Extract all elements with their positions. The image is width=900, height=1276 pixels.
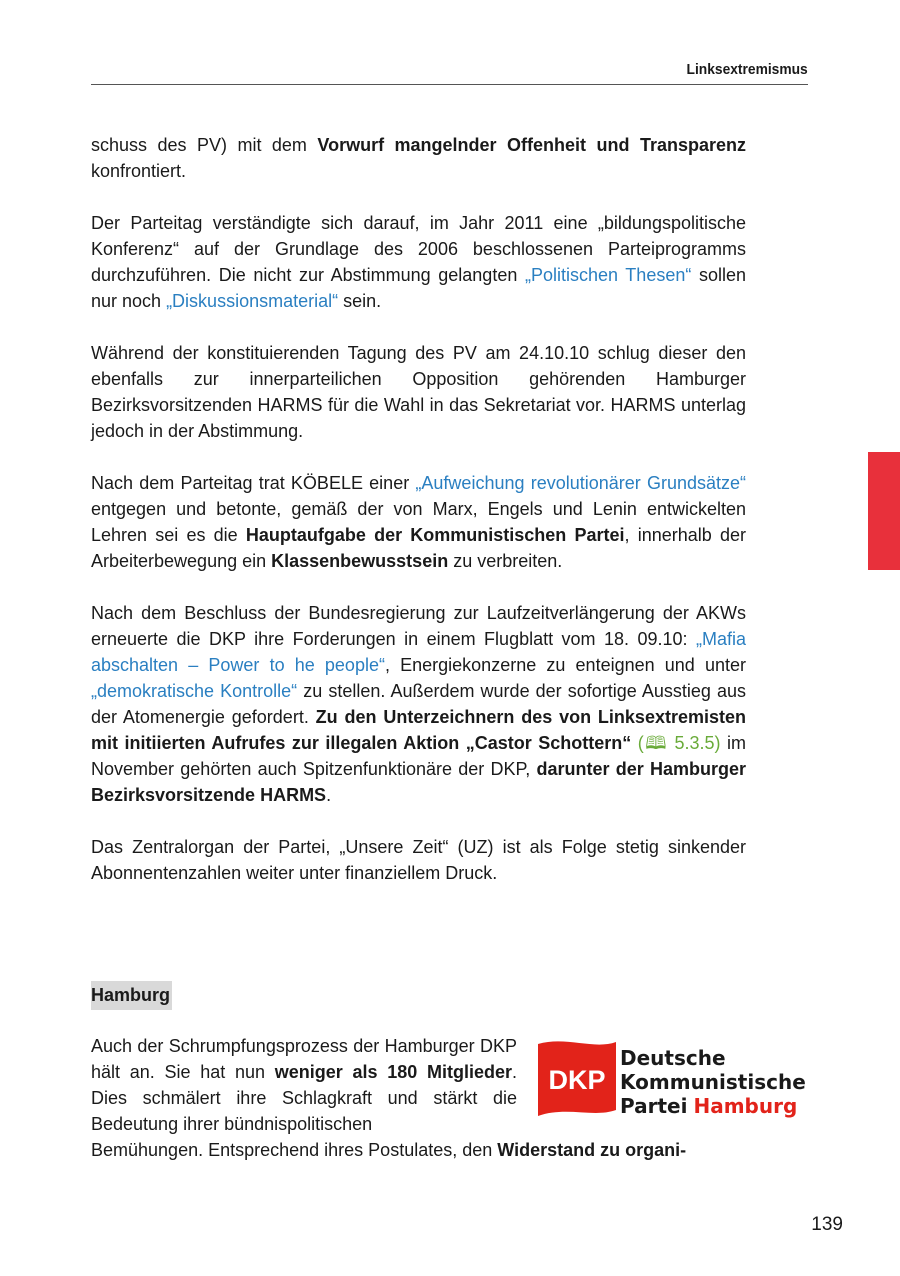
text: sein. — [338, 291, 382, 311]
page-number: 139 — [811, 1214, 843, 1235]
text: Das Zentralorgan der Partei, „Unsere Zeit“ (UZ) ist als Folge stetig sinkender Abonnentenzahlen weiter unter finanziellem Druck. — [91, 837, 746, 883]
running-header: Linksextremismus — [686, 61, 808, 78]
paragraph-3 — [91, 340, 746, 444]
paragraph-4 — [91, 470, 746, 574]
text: . Dies schmälert ihre Schlagkraft und stärkt die Bedeutung ihrer bündnispolitischen — [91, 1062, 517, 1134]
text: konfrontiert. — [91, 161, 187, 181]
bold-text: Zu den Unterzeichnern des von Linksextremisten mit initiierten Aufrufes zur illegalen Aktion „Castor Schottern“ — [91, 707, 746, 753]
quote-link-aufweichung[interactable]: „Aufweichung revolutionärer Grundsätze“ — [415, 473, 747, 493]
text: Nach dem Parteitag trat KÖBELE einer — [91, 473, 416, 493]
text: Nach dem Beschluss der Bundesregierung zur Laufzeitverlängerung der AKWs erneuerte die DKP ihre Forderungen in einem Flugblatt vom 18. 09.10: — [91, 603, 746, 649]
hamburg-paragraph-continued — [91, 1137, 746, 1163]
text: , innerhalb der Arbeiterbewegung ein — [91, 525, 746, 571]
logo-word-partei: Partei — [620, 1094, 688, 1118]
quote-link-politische-thesen[interactable]: „Politischen Thesen“ — [524, 265, 692, 285]
bold-text: Vorwurf mangelnder Offenheit und Transparenz — [317, 135, 746, 155]
body-text — [91, 132, 746, 886]
logo-line-2: Kommunistische — [620, 1070, 806, 1094]
paragraph-5 — [91, 600, 746, 808]
bold-text: Hauptaufgabe der Kommunistischen Partei — [245, 525, 625, 545]
paragraph-6 — [91, 834, 746, 886]
chapter-side-tab — [868, 452, 900, 570]
quote-link-demokratische-kontrolle[interactable]: „demokratische Kontrolle“ — [91, 681, 298, 701]
cross-reference-link[interactable]: (🕮 5.3.5) — [637, 733, 721, 753]
quote-link-diskussionsmaterial[interactable]: „Diskussionsmaterial“ — [166, 291, 339, 311]
text: zu stellen. Außerdem wurde der sofortige Ausstieg aus der Atomenergie gefordert. — [91, 681, 746, 727]
logo-line-1: Deutsche — [620, 1046, 726, 1070]
text: sollen nur noch — [91, 265, 746, 311]
hamburg-paragraph — [91, 1033, 517, 1137]
text: . — [326, 785, 332, 805]
text: Auch der Schrumpfungsprozess der Hamburger DKP hält an. Sie hat nun — [91, 1036, 517, 1082]
text: im November gehörten auch Spitzenfunktionäre der DKP, — [91, 733, 746, 779]
quote-link-mafia-abschalten[interactable]: „Mafia abschalten – Power to he people“ — [91, 629, 746, 675]
hamburg-section-text — [91, 1033, 746, 1163]
bold-text: Widerstand zu organi- — [497, 1140, 687, 1160]
text: schuss des PV) mit dem — [91, 135, 318, 155]
text: Der Parteitag verständigte sich darauf, im Jahr 2011 eine „bildungspolitische Konferenz“ auf der Grundlage des 2006 beschlossenen Parteiprogramms durchzuführen. Die nicht zur Abstimmung gelangten — [91, 213, 746, 285]
section-heading-hamburg: Hamburg — [91, 981, 172, 1010]
header-divider — [91, 84, 808, 85]
bold-text: Klassenbewusstsein — [271, 551, 449, 571]
text: , Energiekonzerne zu enteignen und unter — [384, 655, 746, 675]
text: entgegen und betonte, gemäß der von Marx, Engels und Lenin entwickelten Lehren sei es die — [91, 499, 746, 545]
text: Während der konstituierenden Tagung des PV am 24.10.10 schlug dieser den ebenfalls zur innerparteilichen Opposition gehörenden Hamburger Bezirksvorsitzenden HARMS für die Wahl in das Sekretariat vor. HARMS unterlag jedoch in der Abstimmung. — [91, 343, 746, 441]
flag-text: DKP — [548, 1065, 606, 1095]
paragraph-2 — [91, 210, 746, 314]
text: Bemühungen. Entsprechend ihres Postulates, den — [91, 1140, 498, 1160]
paragraph-1 — [91, 132, 746, 184]
bold-text: weniger als 180 Mitglieder — [274, 1062, 512, 1082]
logo-word-hamburg: Hamburg — [693, 1094, 798, 1118]
text: zu verbreiten. — [448, 551, 563, 571]
bold-text: darunter der Hamburger Bezirksvorsitzende HARMS — [91, 759, 747, 805]
